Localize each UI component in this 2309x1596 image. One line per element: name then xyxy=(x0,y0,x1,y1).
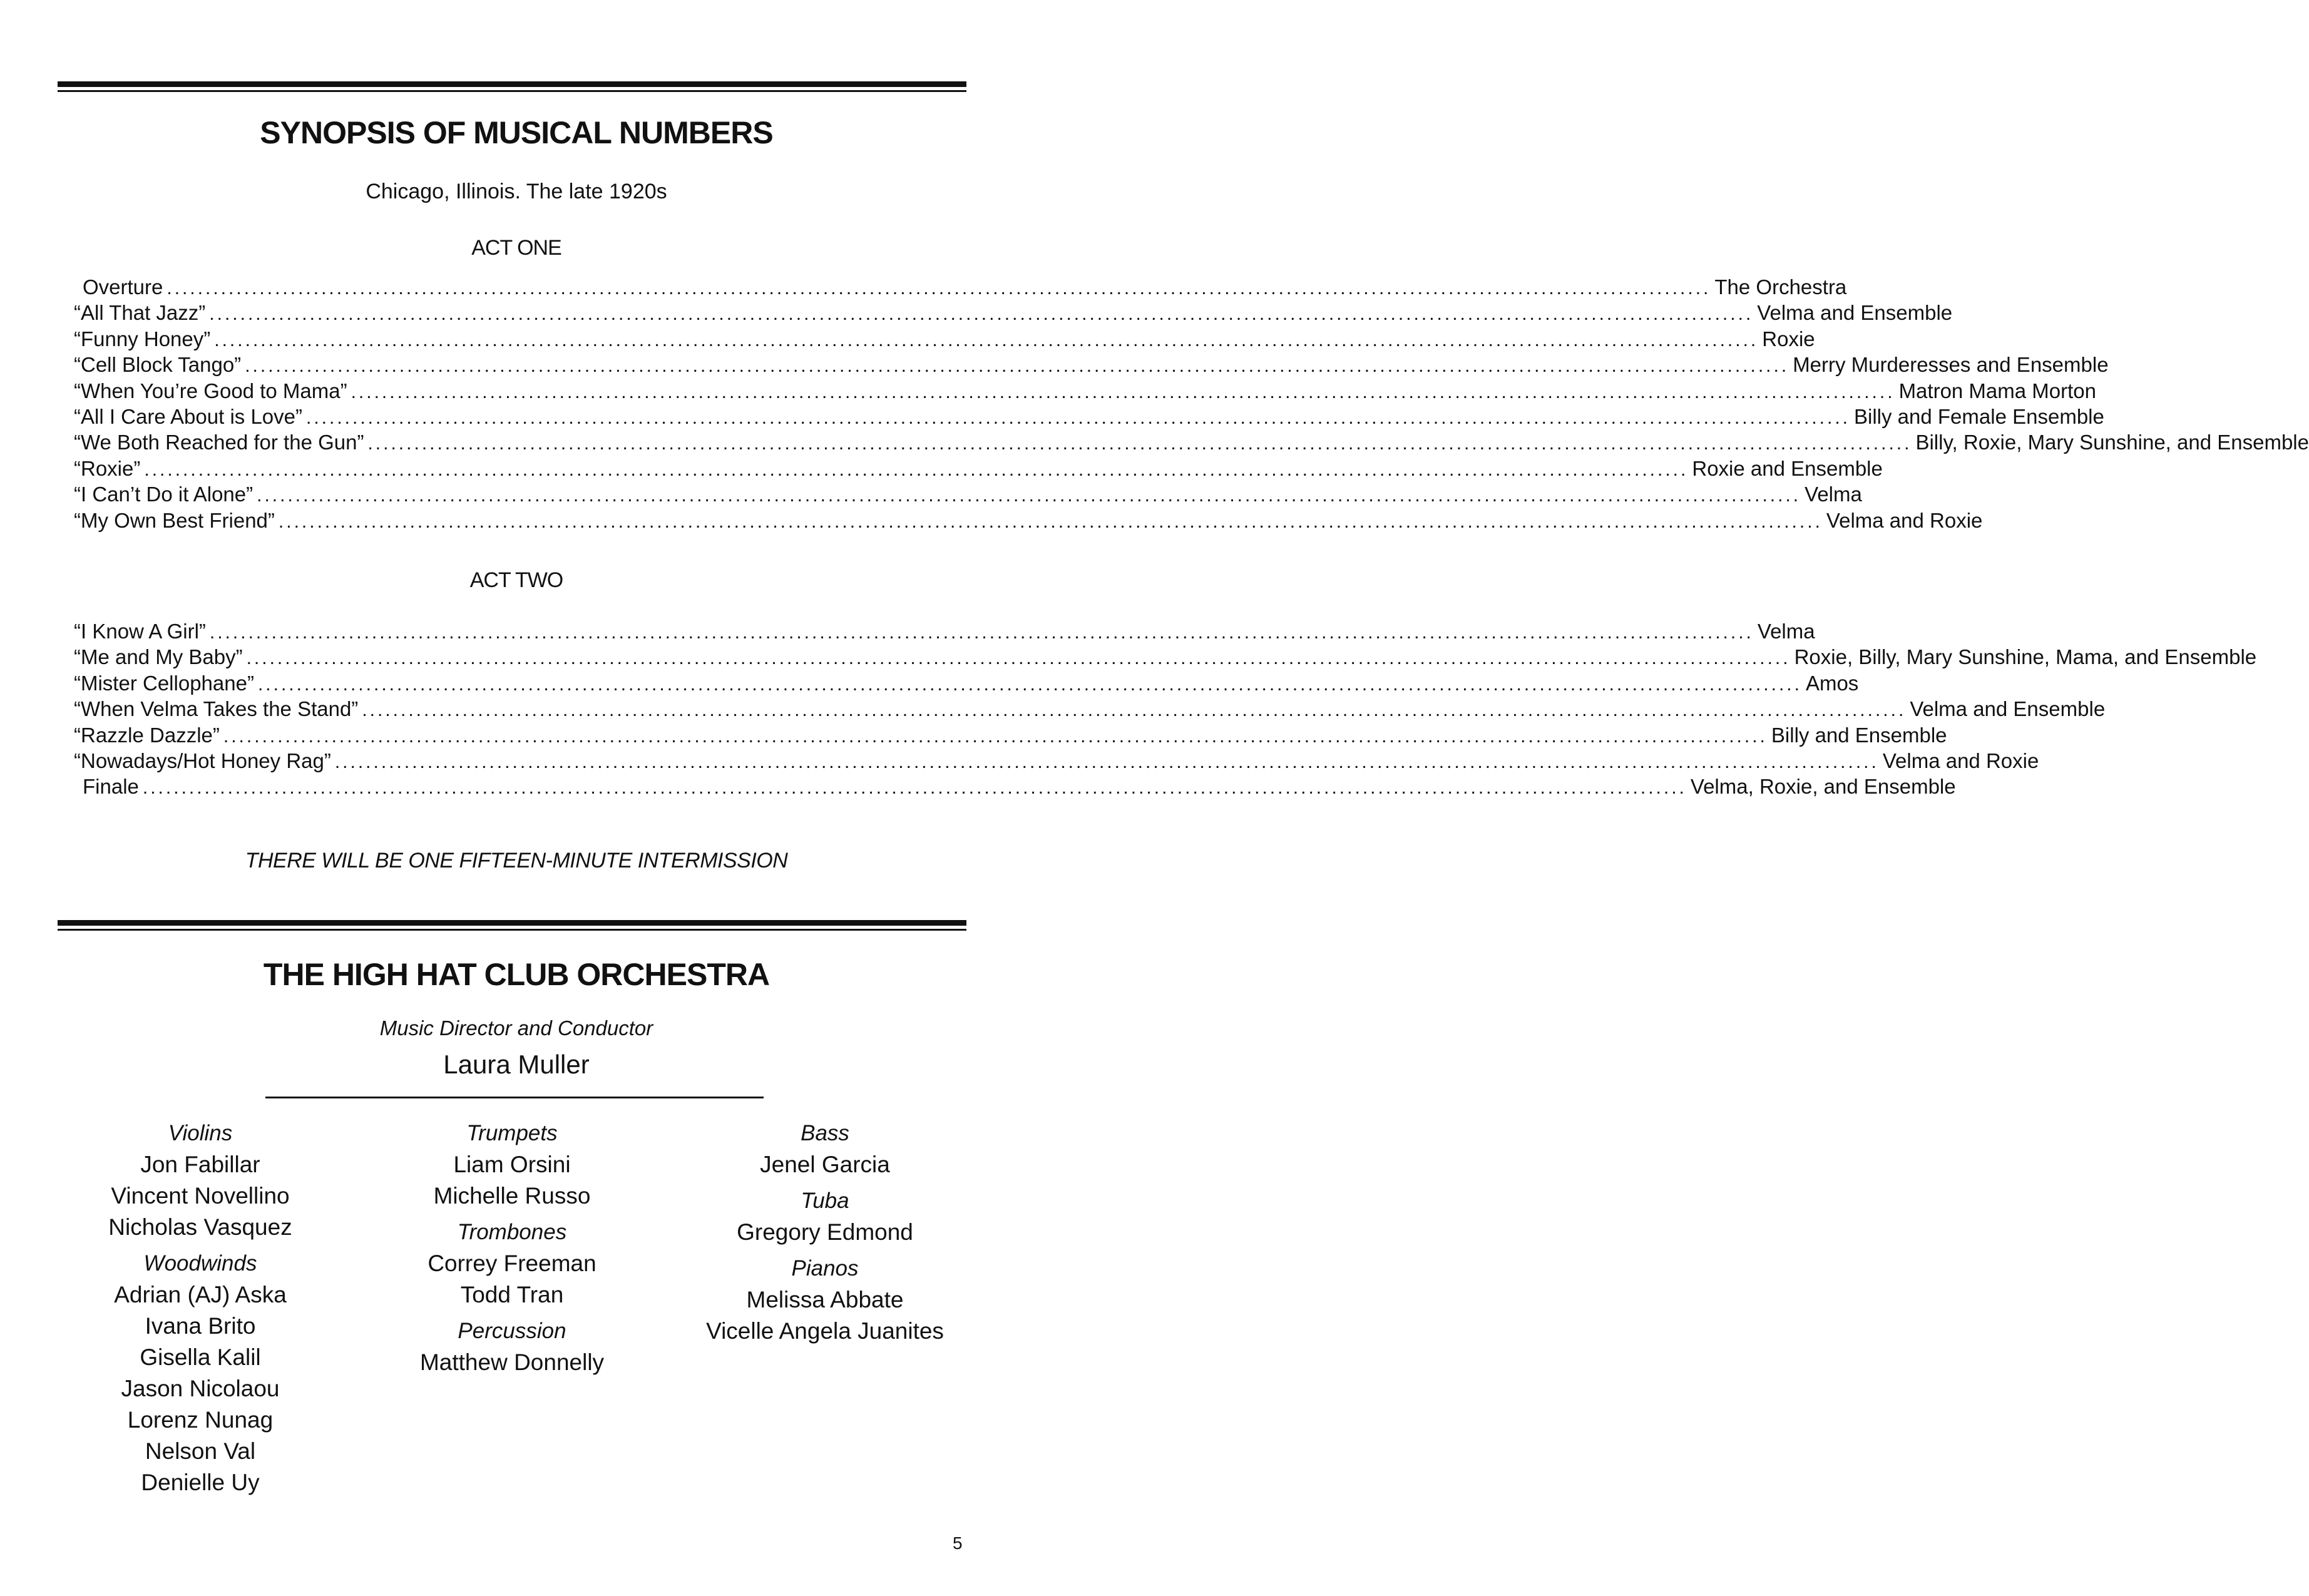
musical-number-row xyxy=(74,481,1862,507)
song-title: “Mister Cellophane” xyxy=(74,671,254,695)
performers: Roxie, Billy, Mary Sunshine, Mama, and Ensemble xyxy=(1794,645,2257,669)
performers: Velma and Roxie xyxy=(1882,749,2039,772)
top-divider xyxy=(58,81,966,92)
dot-leader: ........................................................................................................................................................................................................ xyxy=(223,725,1768,747)
director-name: Laura Muller xyxy=(443,1050,590,1079)
song-title: “Funny Honey” xyxy=(74,327,211,350)
performers: The Orchestra xyxy=(1714,275,1847,299)
musician-name: Melissa Abbate xyxy=(746,1287,904,1312)
performers: Billy and Female Ensemble xyxy=(1854,404,2104,428)
performers: Billy, Roxie, Mary Sunshine, and Ensemble xyxy=(1915,431,2309,454)
dot-leader: ........................................................................................................................................................................................................ xyxy=(246,648,1791,669)
dot-leader: ........................................................................................................................................................................................................ xyxy=(166,278,1711,299)
performers: Velma and Ensemble xyxy=(1757,301,1953,325)
song-title: “When Velma Takes the Stand” xyxy=(74,697,359,721)
musical-number-row xyxy=(74,774,1956,799)
dot-leader: ........................................................................................................................................................................................................ xyxy=(144,459,1689,480)
setting-line: Chicago, Illinois. The late 1920s xyxy=(366,180,667,203)
musician-name: Gisella Kalil xyxy=(140,1344,261,1370)
song-title: “I Know A Girl” xyxy=(74,620,206,643)
musical-number-row xyxy=(74,274,1847,300)
dot-leader: ........................................................................................................................................................................................................ xyxy=(209,622,1754,643)
song-title: “My Own Best Friend” xyxy=(74,508,275,532)
song-title: “Nowadays/Hot Honey Rag” xyxy=(74,749,331,772)
musician-name: Nelson Val xyxy=(145,1438,256,1464)
instrument-heading: Trumpets xyxy=(466,1121,558,1145)
song-title: “Cell Block Tango” xyxy=(74,353,242,377)
song-title: “Me and My Baby” xyxy=(74,645,243,669)
song-title: “All That Jazz” xyxy=(74,301,206,325)
instrument-heading: Bass xyxy=(801,1121,849,1145)
instrument-heading: Trombones xyxy=(457,1220,567,1244)
musical-number-row xyxy=(74,644,2257,670)
act-two-numbers xyxy=(74,618,2257,800)
orchestra-column-1 xyxy=(44,1118,357,1498)
dot-leader: ........................................................................................................................................................................................................ xyxy=(306,407,1850,428)
dot-leader: ........................................................................................................................................................................................................ xyxy=(351,381,1895,402)
dot-leader: ........................................................................................................................................................................................................ xyxy=(214,329,1759,350)
musician-name: Jenel Garcia xyxy=(760,1152,890,1177)
instrument-heading: Violins xyxy=(168,1121,233,1145)
dot-leader: ........................................................................................................................................................................................................ xyxy=(209,304,1754,325)
orchestra-title: THE HIGH HAT CLUB ORCHESTRA xyxy=(263,957,770,992)
musical-number-row xyxy=(74,300,1953,325)
orchestra-column-3 xyxy=(668,1118,981,1347)
instrument-heading: Tuba xyxy=(801,1189,849,1213)
musical-number-row xyxy=(74,508,1983,533)
musician-name: Liam Orsini xyxy=(453,1152,571,1177)
performers: Velma xyxy=(1757,620,1815,643)
dot-leader: ........................................................................................................................................................................................................ xyxy=(142,777,1687,799)
song-title: “All I Care About is Love” xyxy=(74,404,302,428)
musician-name: Denielle Uy xyxy=(141,1470,260,1495)
musician-name: Michelle Russo xyxy=(433,1183,591,1209)
musical-number-row xyxy=(74,456,1883,481)
song-title: “We Both Reached for the Gun” xyxy=(74,431,364,454)
musician-name: Ivana Brito xyxy=(145,1313,256,1339)
dot-leader: ........................................................................................................................................................................................................ xyxy=(257,673,1802,695)
musician-name: Gregory Edmond xyxy=(737,1219,913,1245)
performers: Velma and Ensemble xyxy=(1910,697,2106,721)
performers: Billy and Ensemble xyxy=(1771,723,1947,747)
performers: Roxie xyxy=(1762,327,1815,350)
musician-name: Matthew Donnelly xyxy=(419,1349,605,1375)
musical-number-row xyxy=(74,378,2096,404)
synopsis-title: SYNOPSIS OF MUSICAL NUMBERS xyxy=(260,115,773,150)
performers: Velma xyxy=(1805,483,1862,506)
page-number: 5 xyxy=(953,1533,963,1553)
intermission-note: THERE WILL BE ONE FIFTEEN-MINUTE INTERMISSION xyxy=(245,849,788,872)
musician-name: Nicholas Vasquez xyxy=(108,1214,292,1240)
act-one-numbers xyxy=(74,274,2309,533)
musical-number-row xyxy=(74,748,2039,774)
performers: Roxie and Ensemble xyxy=(1692,456,1883,480)
song-title: “Razzle Dazzle” xyxy=(74,723,220,747)
musician-name: Vicelle Angela Juanites xyxy=(706,1318,944,1344)
instrument-heading: Pianos xyxy=(791,1256,859,1281)
instrument-heading: Woodwinds xyxy=(143,1251,257,1276)
director-underline xyxy=(265,1097,764,1098)
section-divider xyxy=(58,920,966,931)
musician-name: Todd Tran xyxy=(460,1282,564,1307)
musician-name: Jon Fabillar xyxy=(140,1152,260,1177)
performers: Velma, Roxie, and Ensemble xyxy=(1690,775,1956,799)
musician-name: Adrian (AJ) Aska xyxy=(114,1282,287,1307)
performers: Velma and Roxie xyxy=(1826,508,1983,532)
dot-leader: ........................................................................................................................................................................................................ xyxy=(245,356,1789,377)
musical-number-row xyxy=(74,352,2109,377)
dot-leader: ........................................................................................................................................................................................................ xyxy=(362,700,1907,721)
song-title: “When You’re Good to Mama” xyxy=(74,379,347,402)
musical-number-row xyxy=(74,404,2104,429)
performers: Merry Murderesses and Ensemble xyxy=(1793,353,2109,377)
dot-leader: ........................................................................................................................................................................................................ xyxy=(334,751,1879,772)
dot-leader: ........................................................................................................................................................................................................ xyxy=(257,485,1801,506)
song-title: “Roxie” xyxy=(74,456,141,480)
dot-leader: ........................................................................................................................................................................................................ xyxy=(278,511,1823,532)
musical-number-row xyxy=(74,618,1815,644)
musician-name: Vincent Novellino xyxy=(111,1183,290,1209)
director-role: Music Director and Conductor xyxy=(379,1016,653,1040)
act-two-heading: ACT TWO xyxy=(469,568,563,592)
musical-number-row xyxy=(74,429,2309,455)
song-title: Finale xyxy=(83,775,139,799)
musician-name: Lorenz Nunag xyxy=(127,1407,274,1433)
musical-number-row xyxy=(74,326,1815,352)
performers: Amos xyxy=(1805,671,1859,695)
musical-number-row xyxy=(74,722,1947,748)
instrument-heading: Percussion xyxy=(458,1319,566,1343)
musical-number-row xyxy=(74,696,2106,722)
orchestra-column-2 xyxy=(356,1118,668,1378)
act-one-heading: ACT ONE xyxy=(471,236,561,260)
song-title: Overture xyxy=(83,275,163,299)
song-title: “I Can’t Do it Alone” xyxy=(74,483,253,506)
performers: Matron Mama Morton xyxy=(1898,379,2096,402)
dot-leader: ........................................................................................................................................................................................................ xyxy=(367,433,1912,454)
musical-number-row xyxy=(74,670,1859,696)
musician-name: Jason Nicolaou xyxy=(121,1376,280,1401)
musician-name: Correy Freeman xyxy=(427,1251,596,1276)
